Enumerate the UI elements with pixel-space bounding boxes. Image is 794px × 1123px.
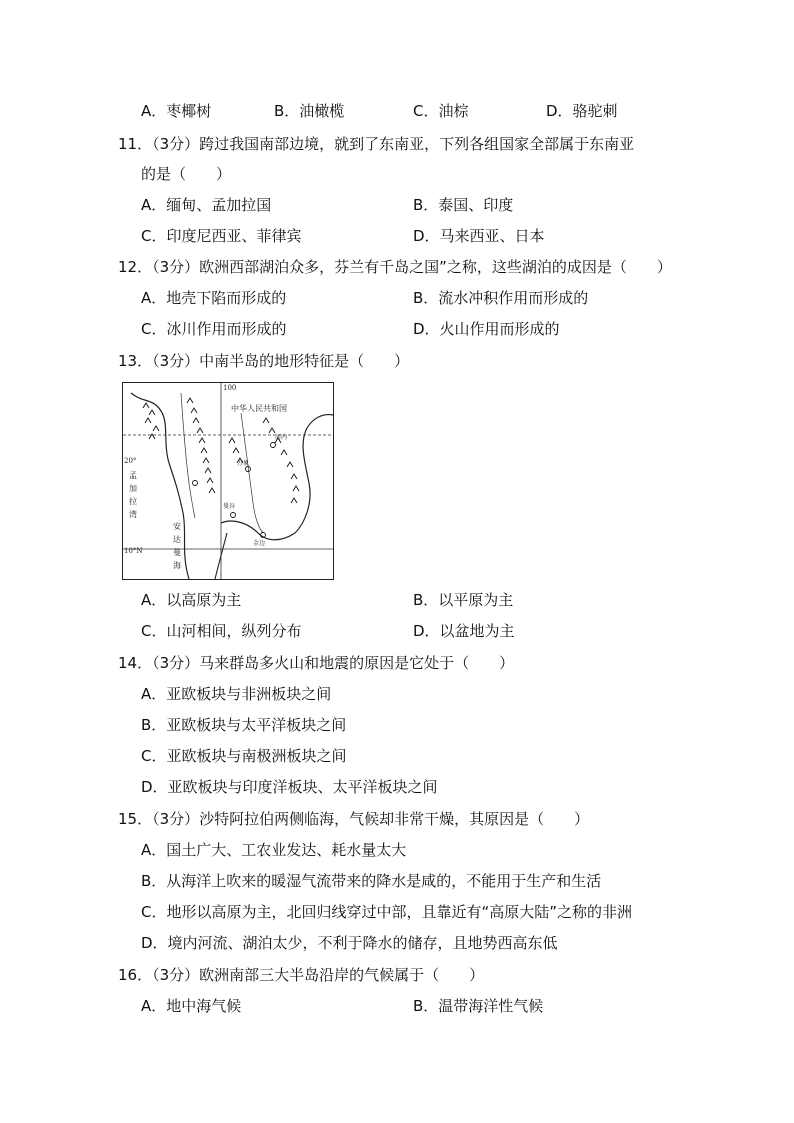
q11-option-c: C．印度尼西亚、菲律宾 xyxy=(141,227,302,245)
map-label-bengal-2: 加 xyxy=(129,484,137,493)
q11-stem-line1: 11．（3分）跨过我国南部边境，就到了东南亚，下列各组国家全部属于东南亚 xyxy=(118,135,635,153)
map-label-bengal-1: 孟 xyxy=(129,471,137,480)
q11-stem-line2: 的是（ ） xyxy=(141,165,232,183)
q10-option-d: D．骆驼刺 xyxy=(546,102,618,120)
q11-option-b: B．泰国、印度 xyxy=(413,196,514,214)
q12-option-c: C．冰川作用而形成的 xyxy=(141,320,287,338)
q12-option-b: B．流水冲积作用而形成的 xyxy=(413,289,589,307)
map-label-andaman-1: 安 xyxy=(173,522,181,531)
q14-option-b: B．亚欧板块与太平洋板块之间 xyxy=(141,716,347,734)
q12-stem: 12．（3分）欧洲西部湖泊众多，芬兰有千岛之国”之称，这些湖泊的成因是（ ） xyxy=(118,258,672,276)
q14-option-a: A．亚欧板块与非洲板块之间 xyxy=(141,685,332,703)
q10-option-b: B．油橄榄 xyxy=(274,102,345,120)
map-label-lon100: 100 xyxy=(223,384,237,392)
map-label-bangkok: 曼谷 xyxy=(223,503,236,510)
q15-option-c: C．地形以高原为主，北回归线穿过中部，且靠近有“高原大陆”之称的非洲 xyxy=(141,903,633,921)
q16-stem: 16．（3分）欧洲南部三大半岛沿岸的气候属于（ ） xyxy=(118,966,485,984)
map-label-lat10: 10°N xyxy=(124,547,143,555)
indochina-map xyxy=(122,382,334,580)
q14-option-c: C．亚欧板块与南极洲板块之间 xyxy=(141,747,347,765)
q15-option-d: D．境内河流、湖泊太少，不利于降水的储存，且地势西高东低 xyxy=(141,934,558,952)
q13-stem: 13．（3分）中南半岛的地形特征是（ ） xyxy=(118,352,410,370)
q12-option-d: D．火山作用而形成的 xyxy=(413,320,560,338)
q15-option-b: B．从海洋上吹来的暖湿气流带来的降水是咸的，不能用于生产和生活 xyxy=(141,872,602,890)
map-label-hanoi: 河内 xyxy=(275,434,288,441)
q14-option-d: D．亚欧板块与印度洋板块、太平洋板块之间 xyxy=(141,778,438,796)
map-label-bengal-4: 湾 xyxy=(129,510,137,519)
q13-option-d: D．以盆地为主 xyxy=(413,622,515,640)
map-label-china: 中华人民共和国 xyxy=(231,404,287,413)
q14-stem: 14．（3分）马来群岛多火山和地震的原因是它处于（ ） xyxy=(118,654,515,672)
map-label-bengal-3: 拉 xyxy=(129,497,137,506)
map-label-vientiane: 万象 xyxy=(237,460,250,467)
q15-stem: 15．（3分）沙特阿拉伯两侧临海，气候却非常干燥，其原因是（ ） xyxy=(118,810,590,828)
q16-option-a: A．地中海气候 xyxy=(141,997,242,1015)
q10-option-c: C．油棕 xyxy=(413,102,469,120)
map-label-andaman-3: 曼 xyxy=(173,548,181,557)
q15-option-a: A．国土广大、工农业发达、耗水量太大 xyxy=(141,841,407,859)
q10-option-a: A．枣椰树 xyxy=(141,102,212,120)
map-label-andaman-4: 海 xyxy=(173,561,181,570)
q12-option-a: A．地壳下陷而形成的 xyxy=(141,289,287,307)
map-label-andaman-2: 达 xyxy=(173,535,181,544)
q13-option-c: C．山河相间，纵列分布 xyxy=(141,622,302,640)
q11-option-a: A．缅甸、孟加拉国 xyxy=(141,196,272,214)
q11-option-d: D．马来西亚、日本 xyxy=(413,227,545,245)
q13-option-b: B．以平原为主 xyxy=(413,591,514,609)
q13-option-a: A．以高原为主 xyxy=(141,591,242,609)
q16-option-b: B．温带海洋性气候 xyxy=(413,997,544,1015)
map-label-phnompenh: 金边 xyxy=(253,540,266,547)
map-label-lat20: 20° xyxy=(124,457,137,465)
